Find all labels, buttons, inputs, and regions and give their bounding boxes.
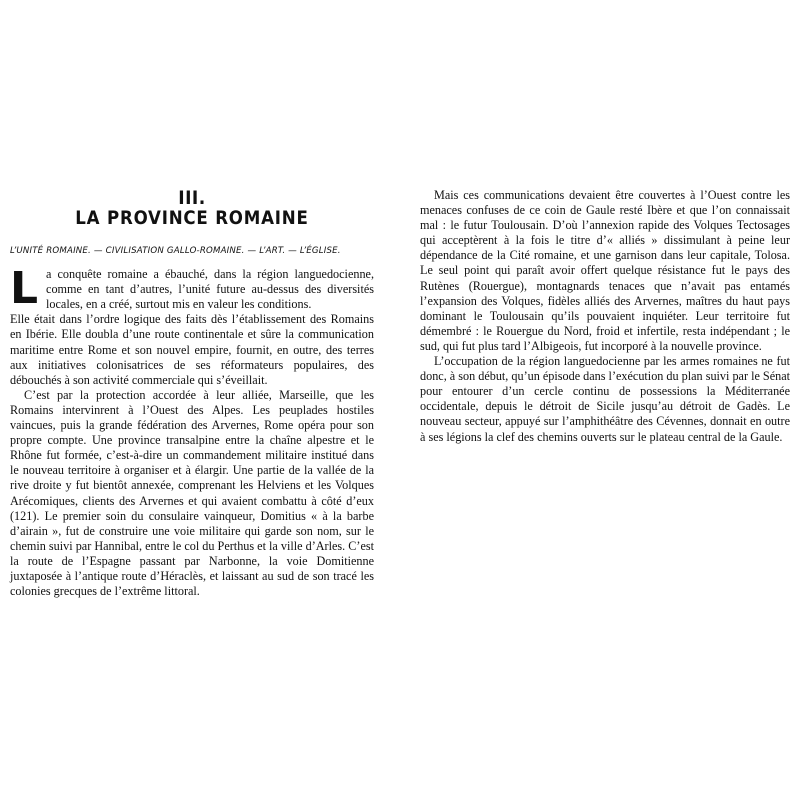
left-column xyxy=(10,188,374,599)
paragraph-1 xyxy=(10,263,374,315)
right-column xyxy=(420,188,790,445)
paragraph-2: Elle était dans l’ordre logique des faits dès l’établissement des Romains en Ibérie. Elle doubla d’une route continentale et sûre la communication maritime entre Rome et son nouvel empire, fournit, en outre, des terres aux initiatives colonisatrices de ses réformateurs populaires, des débouchés à son activité commerciale qui s’éveillait. xyxy=(10,312,374,387)
chapter-subtitle: L’UNITÉ ROMAINE. — CIVILISATION GALLO-ROMAINE. — L’ART. — L’ÉGLISE. xyxy=(10,246,341,256)
chapter-title: LA PROVINCE ROMAINE xyxy=(75,208,309,229)
drop-cap: L xyxy=(10,263,39,315)
chapter-number: III. xyxy=(178,187,206,209)
paragraph-3: C’est par la protection accordée à leur alliée, Marseille, que les Romains intervinrent à l’Ouest des Alpes. Les peuplades hostiles vaincues, puis la grande fédération des Arvernes, Rome opéra pour son propre compte. Une province transalpine entre la chaîne alpestre et le Rhône fut formée, c’est-à-dire un commandement militaire institué dans le nouveau territoire à organiser et à élargir. Une partie de la vallée de la rive droite y fut bientôt annexée, comprenant les Helviens et les Volques Arécomiques, clients des Arvernes et qui avaient combattu à côté d’eux (121). Le premier soin du consulaire vainqueur, Domitius « à la barbe d’airain », fut de construire une voie militaire qui garde son nom, sur le chemin suivi par Hannibal, entre le col du Perthus et la ville d’Arles. C’est la route de l’Espagne passant par Narbonne, la voie Domitienne juxtaposée à l’antique route d’Héraclès, et laissant au sud de son tracé les colonies grecques de l’extrême littoral. xyxy=(10,387,374,599)
paragraph-4: Mais ces communications devaient être couvertes à l’Ouest contre les menaces confuses de ce coin de Gaule resté Ibère et que l’on connaissait mal : le futur Toulousain. D’où l’annexion rapide des Volques Tectosages qui acceptèrent à la fois le titre d’« alliés » dissimulant à peine leur dépendance de la Cité romaine, et une garnison dans leur capitale, Tolosa. Le seul point qui paraît avoir offert quelque résistance fut le pays des Rutènes (Rouergue), montagnards tenaces que n’avait pas entamés l’expansion des Volques, fidèles alliés des Arvernes, maîtres du haut pays dominant le Toulousain qu’ils pouvaient inquiéter. Leur territoire fut démembré : le Rouergue du Nord, froid et infertile, resta indépendant ; le sud, qui fut plus tard l’Albigeois, fut incorporé à la nouvelle province. xyxy=(420,188,790,353)
paragraph-1-text: a conquête romaine a ébauché, dans la région languedocienne, comme en tant d’autres, l’unité future au-dessus des diversités locales, en a créé, surtout mis en valeur les conditions. xyxy=(46,267,374,312)
paragraph-5: L’occupation de la région languedocienne par les armes romaines ne fut donc, à son début, qu’un épisode dans l’exécution du plan suivi par le Sénat pour entourer d’un cercle continu de possessions la Méditerranée occidentale, depuis le détroit de Sicile jusqu’au détroit de Gadès. Le nouveau secteur, appuyé sur l’amphithéâtre des Cévennes, donnait en outre à ses légions la clef des chemins ouverts sur le plateau central de la Gaule. xyxy=(420,354,790,444)
